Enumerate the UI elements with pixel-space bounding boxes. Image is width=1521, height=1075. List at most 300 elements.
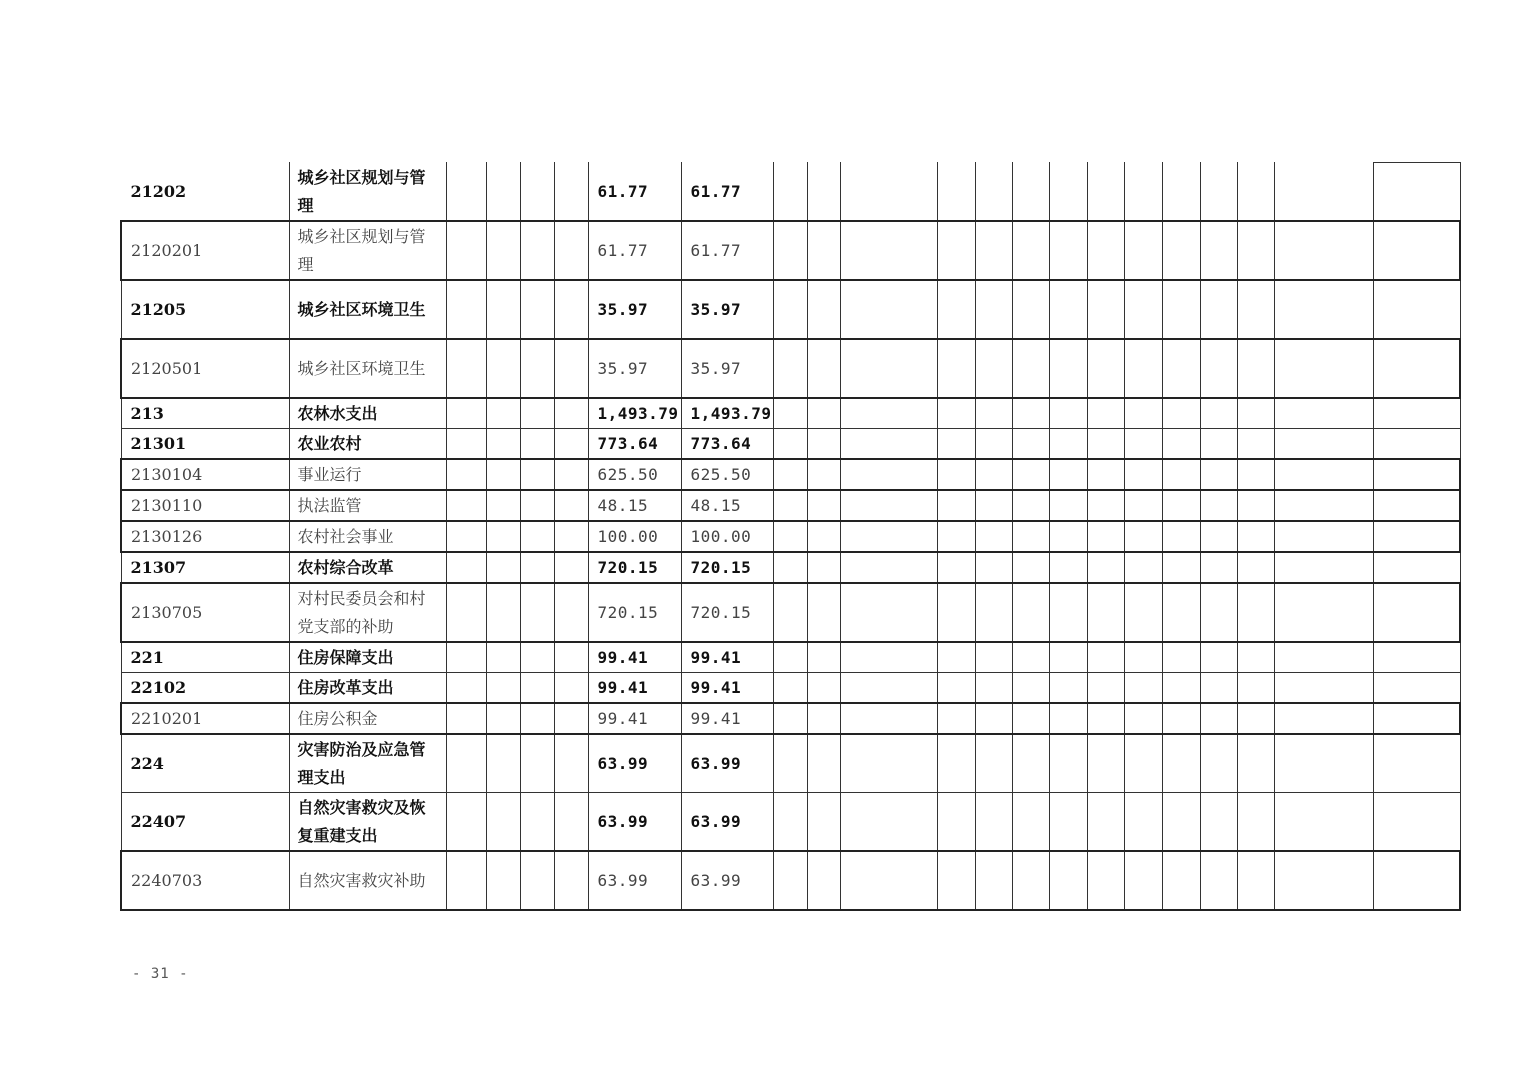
empty-cell <box>1162 521 1200 552</box>
empty-cell <box>975 521 1012 552</box>
empty-cell <box>807 280 840 339</box>
empty-cell <box>1087 552 1124 583</box>
empty-cell <box>486 734 520 793</box>
table-row <box>121 642 1460 673</box>
empty-cell <box>446 280 486 339</box>
empty-cell <box>520 703 554 734</box>
total-amount-cell: 61.77 <box>588 221 681 280</box>
empty-cell <box>1087 163 1124 222</box>
total-amount-cell: 99.41 <box>588 642 681 673</box>
empty-cell <box>486 490 520 521</box>
total-amount-cell: 773.64 <box>588 429 681 460</box>
empty-cell <box>1200 703 1237 734</box>
empty-cell <box>1087 851 1124 910</box>
total-amount-cell: 63.99 <box>588 734 681 793</box>
empty-cell <box>1012 521 1049 552</box>
empty-cell <box>773 851 807 910</box>
empty-cell <box>486 398 520 429</box>
subject-name-cell: 住房改革支出 <box>289 673 446 704</box>
empty-cell <box>1274 642 1373 673</box>
empty-cell <box>1049 221 1087 280</box>
empty-cell <box>554 793 588 852</box>
empty-cell <box>1274 490 1373 521</box>
empty-cell <box>520 280 554 339</box>
table-row <box>121 163 1460 222</box>
empty-cell <box>446 521 486 552</box>
empty-cell <box>1237 734 1274 793</box>
total-amount-cell: 625.50 <box>588 459 681 490</box>
empty-cell <box>773 583 807 642</box>
empty-cell <box>1012 851 1049 910</box>
empty-cell <box>1162 221 1200 280</box>
empty-cell <box>520 429 554 460</box>
table-row <box>121 583 1460 642</box>
subject-name-cell: 城乡社区环境卫生 <box>289 280 446 339</box>
empty-cell <box>446 459 486 490</box>
empty-cell <box>1012 221 1049 280</box>
empty-cell <box>520 221 554 280</box>
empty-cell <box>975 703 1012 734</box>
subject-name-cell: 自然灾害救灾及恢复重建支出 <box>289 793 446 852</box>
empty-cell <box>1012 583 1049 642</box>
empty-cell <box>1162 459 1200 490</box>
empty-cell <box>554 459 588 490</box>
empty-cell <box>1200 280 1237 339</box>
empty-cell <box>1373 490 1460 521</box>
empty-cell <box>1274 703 1373 734</box>
empty-cell <box>1049 552 1087 583</box>
empty-cell <box>1087 642 1124 673</box>
empty-cell <box>975 221 1012 280</box>
empty-cell <box>1087 521 1124 552</box>
table-row <box>121 851 1460 910</box>
empty-cell <box>1200 552 1237 583</box>
empty-cell <box>1012 398 1049 429</box>
empty-cell <box>840 552 937 583</box>
empty-cell <box>520 734 554 793</box>
empty-cell <box>1373 163 1460 222</box>
empty-cell <box>1049 793 1087 852</box>
empty-cell <box>1237 851 1274 910</box>
empty-cell <box>520 583 554 642</box>
empty-cell <box>1124 339 1162 398</box>
empty-cell <box>1200 793 1237 852</box>
empty-cell <box>975 552 1012 583</box>
subject-name-cell: 执法监管 <box>289 490 446 521</box>
subject-code-cell: 22102 <box>121 673 289 704</box>
empty-cell <box>1087 398 1124 429</box>
empty-cell <box>1373 793 1460 852</box>
empty-cell <box>975 583 1012 642</box>
subject-code-cell: 21202 <box>121 163 289 222</box>
empty-cell <box>773 398 807 429</box>
empty-cell <box>1124 793 1162 852</box>
empty-cell <box>1237 429 1274 460</box>
total-amount-cell: 63.99 <box>588 851 681 910</box>
empty-cell <box>773 521 807 552</box>
subject-code-cell: 21307 <box>121 552 289 583</box>
general-budget-cell: 35.97 <box>681 280 773 339</box>
empty-cell <box>520 521 554 552</box>
empty-cell <box>1124 521 1162 552</box>
empty-cell <box>840 221 937 280</box>
empty-cell <box>1162 851 1200 910</box>
empty-cell <box>486 851 520 910</box>
empty-cell <box>1162 583 1200 642</box>
empty-cell <box>446 398 486 429</box>
general-budget-cell: 63.99 <box>681 734 773 793</box>
empty-cell <box>520 163 554 222</box>
empty-cell <box>1373 429 1460 460</box>
empty-cell <box>1274 851 1373 910</box>
empty-cell <box>840 459 937 490</box>
empty-cell <box>486 221 520 280</box>
empty-cell <box>1274 398 1373 429</box>
empty-cell <box>1274 793 1373 852</box>
empty-cell <box>1049 429 1087 460</box>
empty-cell <box>840 734 937 793</box>
empty-cell <box>1200 673 1237 704</box>
empty-cell <box>520 398 554 429</box>
empty-cell <box>937 793 975 852</box>
empty-cell <box>520 673 554 704</box>
empty-cell <box>807 163 840 222</box>
subject-name-cell: 对村民委员会和村党支部的补助 <box>289 583 446 642</box>
empty-cell <box>1274 552 1373 583</box>
empty-cell <box>1049 490 1087 521</box>
empty-cell <box>1237 673 1274 704</box>
page-number: - 31 - <box>132 966 189 982</box>
empty-cell <box>446 673 486 704</box>
empty-cell <box>446 163 486 222</box>
empty-cell <box>840 280 937 339</box>
empty-cell <box>1087 339 1124 398</box>
empty-cell <box>1162 163 1200 222</box>
empty-cell <box>1373 583 1460 642</box>
empty-cell <box>840 673 937 704</box>
total-amount-cell: 63.99 <box>588 793 681 852</box>
empty-cell <box>1087 673 1124 704</box>
empty-cell <box>773 221 807 280</box>
subject-code-cell: 224 <box>121 734 289 793</box>
empty-cell <box>807 851 840 910</box>
empty-cell <box>773 673 807 704</box>
empty-cell <box>807 521 840 552</box>
empty-cell <box>975 793 1012 852</box>
empty-cell <box>1124 429 1162 460</box>
empty-cell <box>446 339 486 398</box>
empty-cell <box>1049 339 1087 398</box>
empty-cell <box>446 642 486 673</box>
empty-cell <box>1162 703 1200 734</box>
empty-cell <box>520 339 554 398</box>
general-budget-cell: 63.99 <box>681 793 773 852</box>
empty-cell <box>1237 280 1274 339</box>
empty-cell <box>840 642 937 673</box>
table-row <box>121 398 1460 429</box>
empty-cell <box>975 490 1012 521</box>
empty-cell <box>807 642 840 673</box>
empty-cell <box>486 552 520 583</box>
empty-cell <box>1087 793 1124 852</box>
empty-cell <box>1124 851 1162 910</box>
empty-cell <box>520 642 554 673</box>
empty-cell <box>554 583 588 642</box>
empty-cell <box>937 642 975 673</box>
subject-name-cell: 事业运行 <box>289 459 446 490</box>
empty-cell <box>486 583 520 642</box>
table-row <box>121 552 1460 583</box>
general-budget-cell: 99.41 <box>681 642 773 673</box>
empty-cell <box>554 490 588 521</box>
empty-cell <box>1373 459 1460 490</box>
empty-cell <box>1373 280 1460 339</box>
empty-cell <box>807 429 840 460</box>
empty-cell <box>1200 642 1237 673</box>
subject-code-cell: 2120501 <box>121 339 289 398</box>
subject-code-cell: 2210201 <box>121 703 289 734</box>
empty-cell <box>807 793 840 852</box>
empty-cell <box>1162 673 1200 704</box>
empty-cell <box>937 398 975 429</box>
empty-cell <box>1124 734 1162 793</box>
total-amount-cell: 720.15 <box>588 552 681 583</box>
subject-name-cell: 自然灾害救灾补助 <box>289 851 446 910</box>
total-amount-cell: 99.41 <box>588 703 681 734</box>
empty-cell <box>807 703 840 734</box>
empty-cell <box>1162 642 1200 673</box>
empty-cell <box>1124 673 1162 704</box>
general-budget-cell: 63.99 <box>681 851 773 910</box>
subject-name-cell: 农村综合改革 <box>289 552 446 583</box>
empty-cell <box>486 642 520 673</box>
empty-cell <box>840 851 937 910</box>
empty-cell <box>840 793 937 852</box>
total-amount-cell: 61.77 <box>588 163 681 222</box>
subject-name-cell: 城乡社区规划与管理 <box>289 163 446 222</box>
empty-cell <box>1012 793 1049 852</box>
empty-cell <box>937 673 975 704</box>
empty-cell <box>807 490 840 521</box>
empty-cell <box>1124 221 1162 280</box>
general-budget-cell: 773.64 <box>681 429 773 460</box>
empty-cell <box>1012 642 1049 673</box>
empty-cell <box>520 459 554 490</box>
empty-cell <box>1200 221 1237 280</box>
general-budget-cell: 61.77 <box>681 221 773 280</box>
empty-cell <box>937 490 975 521</box>
empty-cell <box>975 339 1012 398</box>
empty-cell <box>1162 793 1200 852</box>
empty-cell <box>1049 521 1087 552</box>
empty-cell <box>1237 163 1274 222</box>
subject-name-cell: 农林水支出 <box>289 398 446 429</box>
total-amount-cell: 99.41 <box>588 673 681 704</box>
empty-cell <box>554 734 588 793</box>
empty-cell <box>1274 163 1373 222</box>
empty-cell <box>975 280 1012 339</box>
empty-cell <box>937 521 975 552</box>
empty-cell <box>773 339 807 398</box>
subject-name-cell: 城乡社区环境卫生 <box>289 339 446 398</box>
empty-cell <box>807 583 840 642</box>
empty-cell <box>1200 851 1237 910</box>
empty-cell <box>773 490 807 521</box>
empty-cell <box>975 163 1012 222</box>
empty-cell <box>1373 734 1460 793</box>
empty-cell <box>486 429 520 460</box>
empty-cell <box>840 521 937 552</box>
empty-cell <box>1087 734 1124 793</box>
subject-code-cell: 21205 <box>121 280 289 339</box>
empty-cell <box>1087 583 1124 642</box>
empty-cell <box>975 459 1012 490</box>
empty-cell <box>1012 163 1049 222</box>
empty-cell <box>1049 583 1087 642</box>
empty-cell <box>1237 490 1274 521</box>
empty-cell <box>1200 734 1237 793</box>
empty-cell <box>773 734 807 793</box>
table-row <box>121 221 1460 280</box>
empty-cell <box>840 490 937 521</box>
empty-cell <box>554 280 588 339</box>
table-row <box>121 429 1460 460</box>
general-budget-cell: 720.15 <box>681 583 773 642</box>
empty-cell <box>1373 642 1460 673</box>
empty-cell <box>937 339 975 398</box>
empty-cell <box>807 673 840 704</box>
general-budget-cell: 100.00 <box>681 521 773 552</box>
empty-cell <box>773 280 807 339</box>
empty-cell <box>1237 793 1274 852</box>
general-budget-cell: 99.41 <box>681 703 773 734</box>
empty-cell <box>937 851 975 910</box>
empty-cell <box>840 703 937 734</box>
empty-cell <box>1124 163 1162 222</box>
empty-cell <box>1012 673 1049 704</box>
empty-cell <box>1012 280 1049 339</box>
empty-cell <box>554 429 588 460</box>
empty-cell <box>486 163 520 222</box>
budget-table <box>120 162 1461 911</box>
empty-cell <box>975 429 1012 460</box>
empty-cell <box>1373 851 1460 910</box>
empty-cell <box>1124 398 1162 429</box>
empty-cell <box>1373 673 1460 704</box>
empty-cell <box>554 642 588 673</box>
empty-cell <box>1274 521 1373 552</box>
empty-cell <box>554 552 588 583</box>
empty-cell <box>554 673 588 704</box>
empty-cell <box>1200 339 1237 398</box>
total-amount-cell: 1,493.79 <box>588 398 681 429</box>
empty-cell <box>1237 642 1274 673</box>
empty-cell <box>1124 552 1162 583</box>
empty-cell <box>1237 552 1274 583</box>
empty-cell <box>1049 851 1087 910</box>
subject-name-cell: 住房保障支出 <box>289 642 446 673</box>
table-row <box>121 459 1460 490</box>
empty-cell <box>773 642 807 673</box>
empty-cell <box>937 163 975 222</box>
empty-cell <box>840 339 937 398</box>
general-budget-cell: 625.50 <box>681 459 773 490</box>
general-budget-cell: 61.77 <box>681 163 773 222</box>
empty-cell <box>446 490 486 521</box>
subject-code-cell: 213 <box>121 398 289 429</box>
empty-cell <box>840 398 937 429</box>
empty-cell <box>1237 521 1274 552</box>
empty-cell <box>1162 280 1200 339</box>
empty-cell <box>1200 459 1237 490</box>
empty-cell <box>554 703 588 734</box>
empty-cell <box>1373 703 1460 734</box>
table-row <box>121 793 1460 852</box>
empty-cell <box>554 221 588 280</box>
empty-cell <box>1124 642 1162 673</box>
empty-cell <box>1237 339 1274 398</box>
subject-name-cell: 农村社会事业 <box>289 521 446 552</box>
empty-cell <box>1087 490 1124 521</box>
subject-code-cell: 2130110 <box>121 490 289 521</box>
general-budget-cell: 35.97 <box>681 339 773 398</box>
empty-cell <box>807 398 840 429</box>
subject-name-cell: 灾害防治及应急管理支出 <box>289 734 446 793</box>
empty-cell <box>1049 280 1087 339</box>
empty-cell <box>975 398 1012 429</box>
subject-code-cell: 22407 <box>121 793 289 852</box>
empty-cell <box>975 642 1012 673</box>
empty-cell <box>1162 734 1200 793</box>
empty-cell <box>773 552 807 583</box>
empty-cell <box>1049 673 1087 704</box>
empty-cell <box>773 793 807 852</box>
empty-cell <box>1373 221 1460 280</box>
empty-cell <box>1274 221 1373 280</box>
empty-cell <box>1049 163 1087 222</box>
empty-cell <box>975 734 1012 793</box>
empty-cell <box>1162 398 1200 429</box>
empty-cell <box>1162 339 1200 398</box>
total-amount-cell: 48.15 <box>588 490 681 521</box>
empty-cell <box>937 280 975 339</box>
subject-code-cell: 21301 <box>121 429 289 460</box>
empty-cell <box>1162 490 1200 521</box>
empty-cell <box>773 459 807 490</box>
empty-cell <box>1237 583 1274 642</box>
empty-cell <box>1049 642 1087 673</box>
empty-cell <box>520 851 554 910</box>
empty-cell <box>520 490 554 521</box>
empty-cell <box>1049 398 1087 429</box>
empty-cell <box>446 552 486 583</box>
empty-cell <box>554 521 588 552</box>
empty-cell <box>1124 490 1162 521</box>
subject-name-cell: 农业农村 <box>289 429 446 460</box>
subject-code-cell: 2130104 <box>121 459 289 490</box>
empty-cell <box>520 793 554 852</box>
empty-cell <box>773 163 807 222</box>
empty-cell <box>937 583 975 642</box>
empty-cell <box>1200 398 1237 429</box>
empty-cell <box>1087 221 1124 280</box>
total-amount-cell: 100.00 <box>588 521 681 552</box>
empty-cell <box>1373 398 1460 429</box>
empty-cell <box>1274 583 1373 642</box>
empty-cell <box>1012 339 1049 398</box>
empty-cell <box>1087 703 1124 734</box>
empty-cell <box>486 703 520 734</box>
